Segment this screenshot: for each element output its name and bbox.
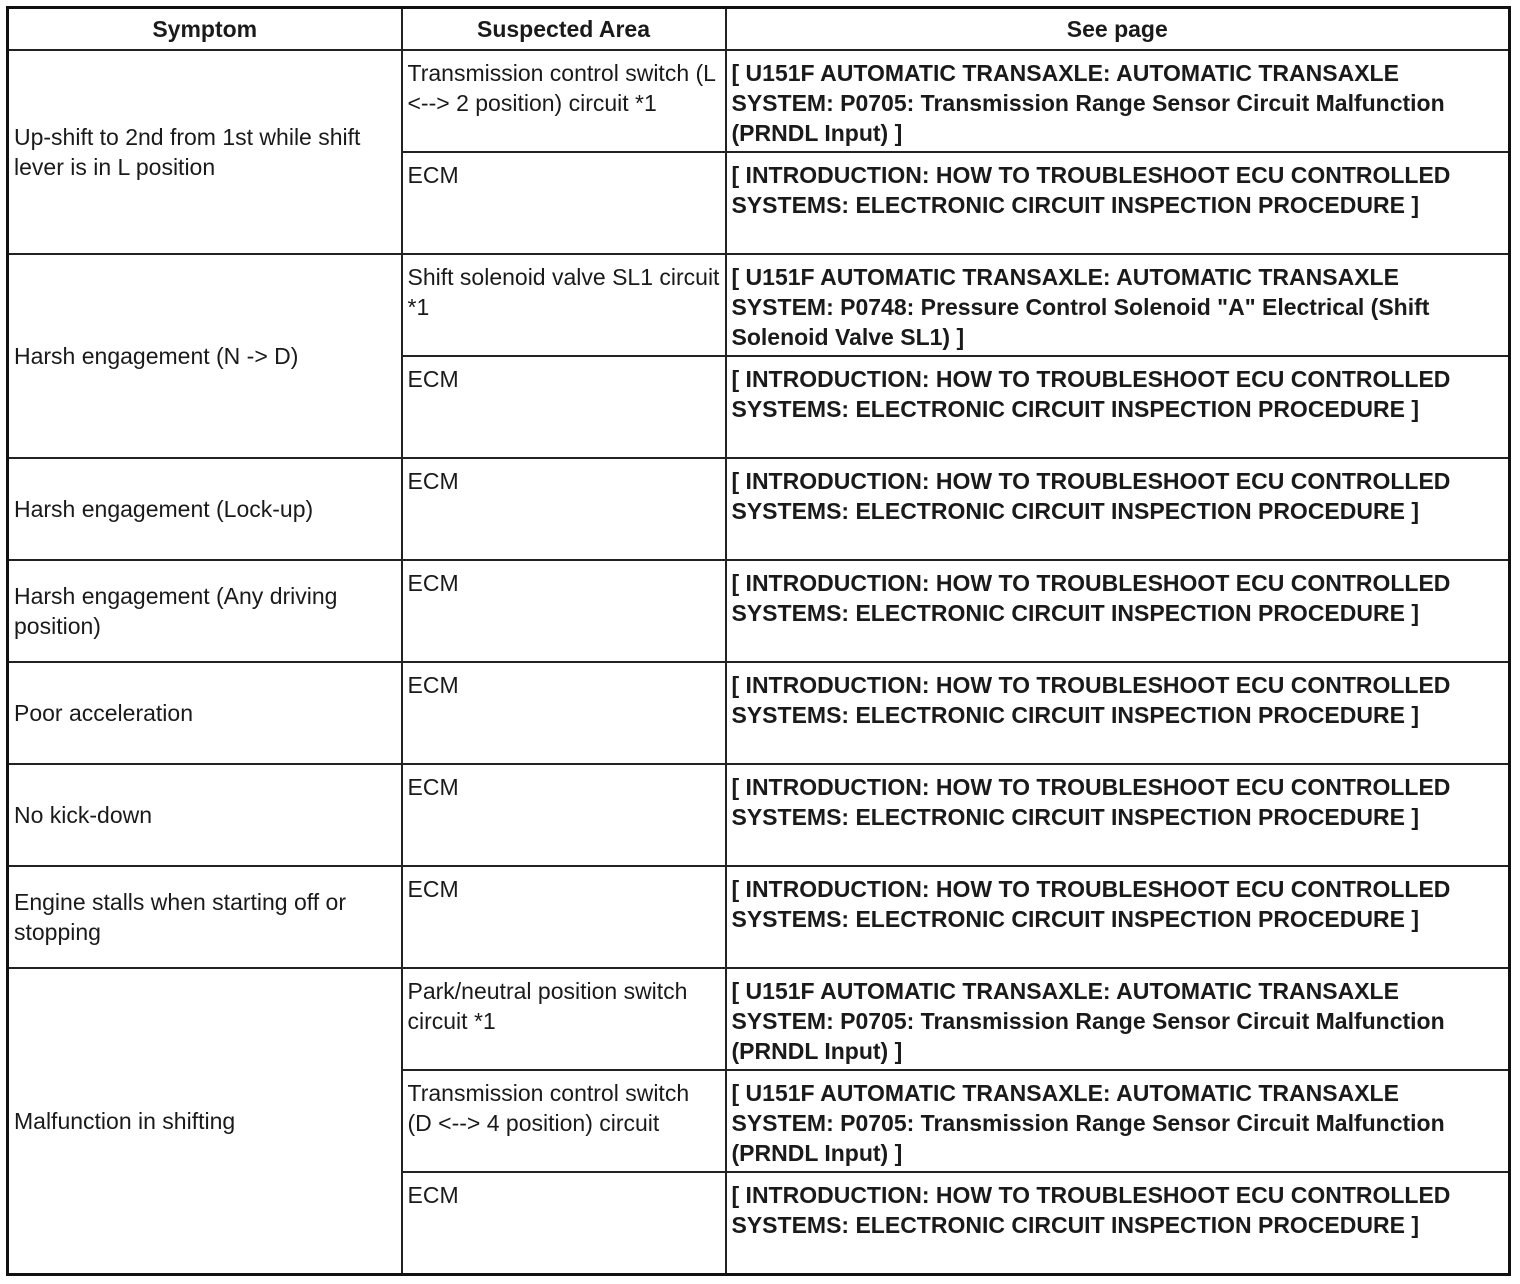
suspected-area-cell: ECM (402, 560, 726, 662)
symptom-table (6, 6, 1511, 1276)
table-row (8, 560, 1510, 662)
suspected-area-cell: ECM (402, 866, 726, 968)
header-symptom: Symptom (8, 8, 402, 51)
suspected-area-cell: Shift solenoid valve SL1 circuit *1 (402, 254, 726, 356)
symptom-cell: Harsh engagement (Lock-up) (8, 458, 402, 560)
suspected-area-cell: Transmission control switch (D <--> 4 position) circuit (402, 1070, 726, 1172)
see-page-link[interactable]: [ INTRODUCTION: HOW TO TROUBLESHOOT ECU CONTROLLED SYSTEMS: ELECTRONIC CIRCUIT INSPECTION PROCEDURE ] (726, 866, 1510, 968)
symptom-cell: Poor acceleration (8, 662, 402, 764)
see-page-link[interactable]: [ INTRODUCTION: HOW TO TROUBLESHOOT ECU CONTROLLED SYSTEMS: ELECTRONIC CIRCUIT INSPECTION PROCEDURE ] (726, 1172, 1510, 1274)
table-row (8, 50, 1510, 152)
see-page-link[interactable]: [ INTRODUCTION: HOW TO TROUBLESHOOT ECU CONTROLLED SYSTEMS: ELECTRONIC CIRCUIT INSPECTION PROCEDURE ] (726, 458, 1510, 560)
see-page-link[interactable]: [ INTRODUCTION: HOW TO TROUBLESHOOT ECU CONTROLLED SYSTEMS: ELECTRONIC CIRCUIT INSPECTION PROCEDURE ] (726, 152, 1510, 254)
symptom-cell: Engine stalls when starting off or stopping (8, 866, 402, 968)
symptom-cell: Harsh engagement (N -> D) (8, 254, 402, 458)
see-page-link[interactable]: [ U151F AUTOMATIC TRANSAXLE: AUTOMATIC TRANSAXLE SYSTEM: P0705: Transmission Range Sensor Circuit Malfunction (PRNDL Input) ] (726, 968, 1510, 1070)
see-page-link[interactable]: [ U151F AUTOMATIC TRANSAXLE: AUTOMATIC TRANSAXLE SYSTEM: P0705: Transmission Range Sensor Circuit Malfunction (PRNDL Input) ] (726, 50, 1510, 152)
suspected-area-cell: ECM (402, 356, 726, 458)
table-row (8, 866, 1510, 968)
suspected-area-cell: ECM (402, 764, 726, 866)
suspected-area-cell: ECM (402, 152, 726, 254)
suspected-area-cell: ECM (402, 1172, 726, 1274)
suspected-area-cell: ECM (402, 458, 726, 560)
symptom-cell: Harsh engagement (Any driving position) (8, 560, 402, 662)
suspected-area-cell: Park/neutral position switch circuit *1 (402, 968, 726, 1070)
see-page-link[interactable]: [ INTRODUCTION: HOW TO TROUBLESHOOT ECU CONTROLLED SYSTEMS: ELECTRONIC CIRCUIT INSPECTION PROCEDURE ] (726, 662, 1510, 764)
suspected-area-cell: Transmission control switch (L <--> 2 position) circuit *1 (402, 50, 726, 152)
see-page-link[interactable]: [ INTRODUCTION: HOW TO TROUBLESHOOT ECU CONTROLLED SYSTEMS: ELECTRONIC CIRCUIT INSPECTION PROCEDURE ] (726, 764, 1510, 866)
see-page-link[interactable]: [ U151F AUTOMATIC TRANSAXLE: AUTOMATIC TRANSAXLE SYSTEM: P0748: Pressure Control Solenoid "A" Electrical (Shift Solenoid Valve SL1) ] (726, 254, 1510, 356)
suspected-area-cell: ECM (402, 662, 726, 764)
header-see-page: See page (726, 8, 1510, 51)
table-row (8, 968, 1510, 1070)
see-page-link[interactable]: [ U151F AUTOMATIC TRANSAXLE: AUTOMATIC TRANSAXLE SYSTEM: P0705: Transmission Range Sensor Circuit Malfunction (PRNDL Input) ] (726, 1070, 1510, 1172)
symptom-cell: No kick-down (8, 764, 402, 866)
header-suspected-area: Suspected Area (402, 8, 726, 51)
see-page-link[interactable]: [ INTRODUCTION: HOW TO TROUBLESHOOT ECU CONTROLLED SYSTEMS: ELECTRONIC CIRCUIT INSPECTION PROCEDURE ] (726, 560, 1510, 662)
table-row (8, 662, 1510, 764)
table-row (8, 764, 1510, 866)
symptom-cell: Up-shift to 2nd from 1st while shift lever is in L position (8, 50, 402, 254)
table-row (8, 254, 1510, 356)
symptom-cell: Malfunction in shifting (8, 968, 402, 1274)
table-header-row (8, 8, 1510, 51)
table-row (8, 458, 1510, 560)
see-page-link[interactable]: [ INTRODUCTION: HOW TO TROUBLESHOOT ECU CONTROLLED SYSTEMS: ELECTRONIC CIRCUIT INSPECTION PROCEDURE ] (726, 356, 1510, 458)
troubleshooting-table-container (6, 6, 1508, 1276)
